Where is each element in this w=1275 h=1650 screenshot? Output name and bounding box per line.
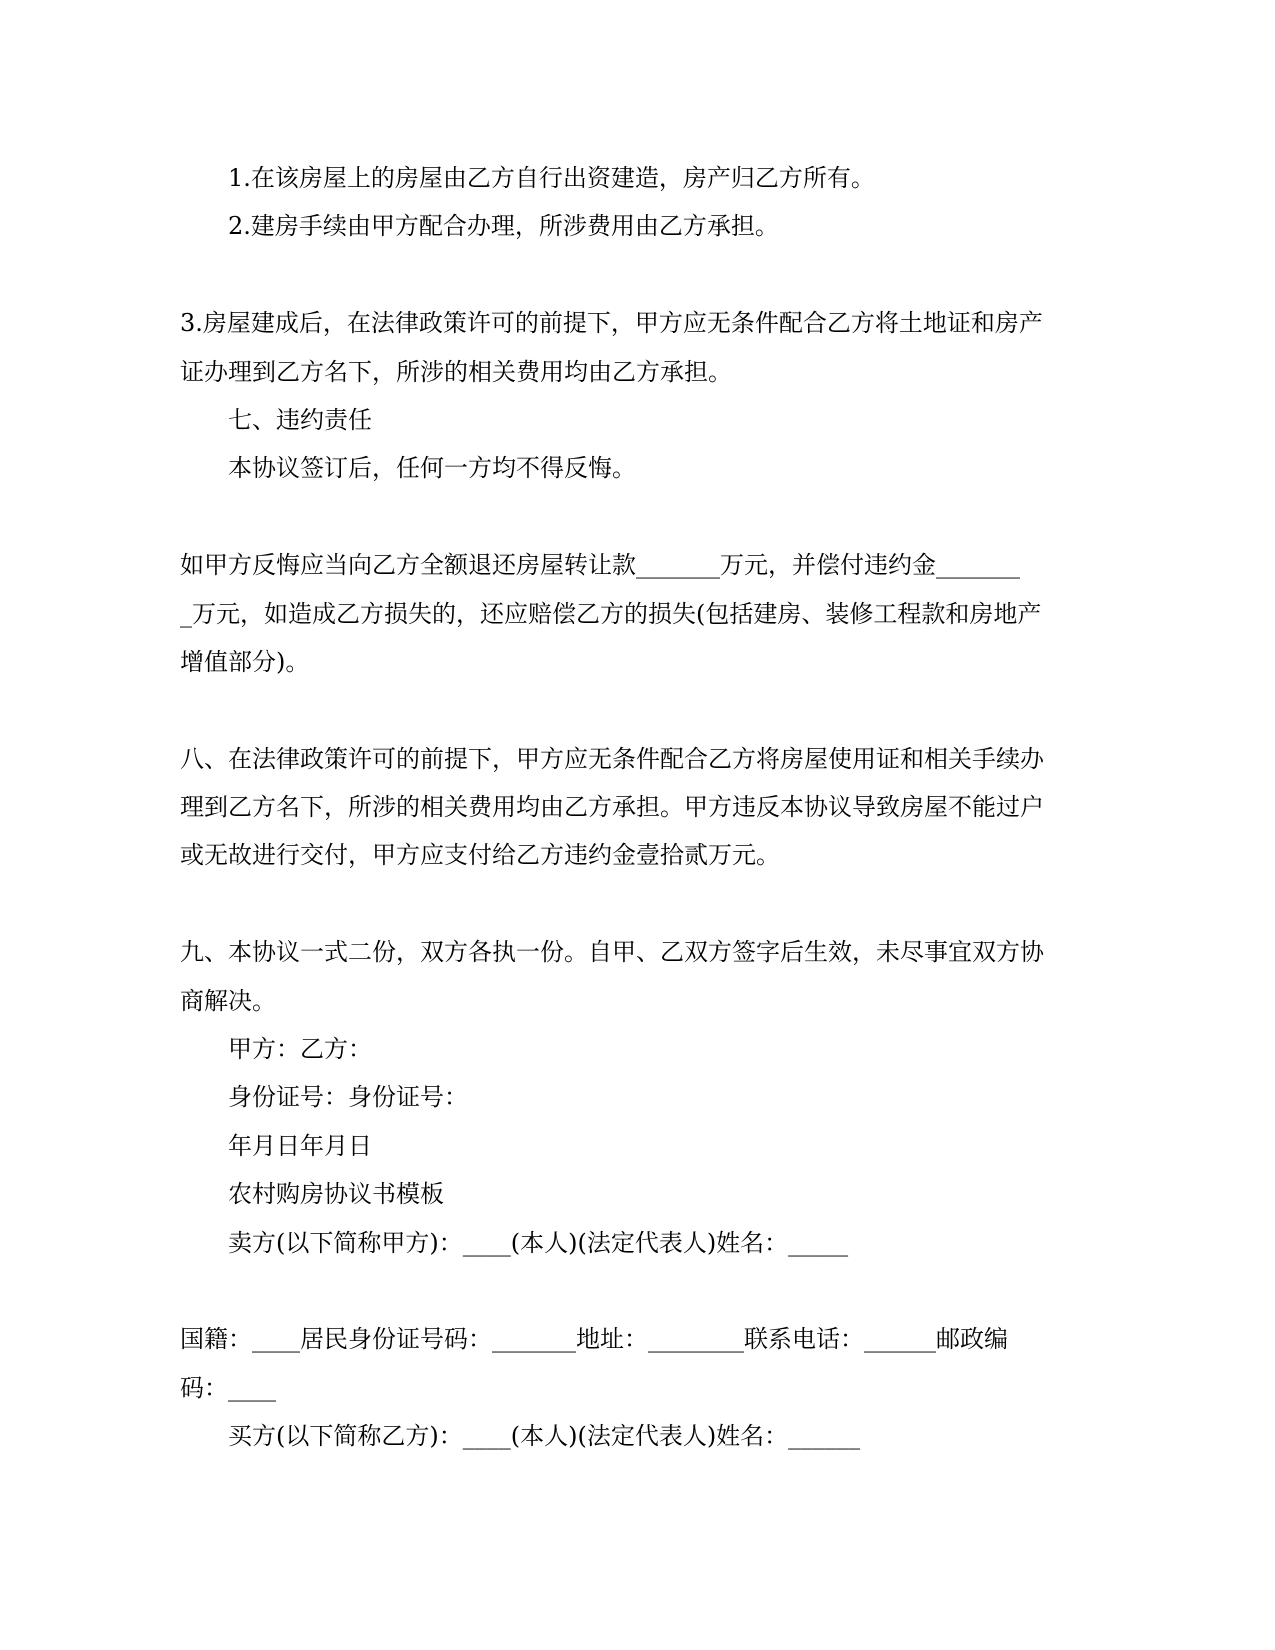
paragraph-line: 国籍：____居民身份证号码：_______地址：________联系电话：______邮政编: [180, 1325, 1008, 1354]
construction-item-2: 2.建房手续由甲方配合办理，所涉费用由乙方承担。: [228, 212, 779, 241]
construction-item-3: [180, 299, 1275, 396]
clause-9-paragraph: [180, 928, 1275, 1025]
breach-heading: 七、违约责任: [228, 405, 372, 434]
paragraph-line: 八、在法律政策许可的前提下，甲方应无条件配合乙方将房屋使用证和相关手续办: [180, 744, 1044, 773]
paragraph-line: 或无故进行交付，甲方应支付给乙方违约金壹拾贰万元。: [180, 841, 780, 870]
signature-parties: 甲方：乙方：: [228, 1035, 372, 1064]
template-buyer: 买方(以下简称乙方)：____(本人)(法定代表人)姓名：______: [228, 1422, 861, 1451]
paragraph-line: 增值部分)。: [180, 647, 310, 676]
breach-refund-paragraph: [180, 541, 1275, 686]
paragraph-line: _万元，如造成乙方损失的，还应赔偿乙方的损失(包括建房、装修工程款和房地产: [180, 599, 1042, 628]
template-title: 农村购房协议书模板: [228, 1180, 444, 1209]
construction-item-1: 1.在该房屋上的房屋由乙方自行出资建造，房产归乙方所有。: [228, 164, 875, 192]
paragraph-line: 理到乙方名下，所涉的相关费用均由乙方承担。甲方违反本协议导致房屋不能过户: [180, 793, 1044, 822]
clause-8-paragraph: [180, 735, 1275, 880]
paragraph-line: 商解决。: [180, 986, 276, 1015]
template-seller: 卖方(以下简称甲方)：____(本人)(法定代表人)姓名：_____: [228, 1228, 849, 1257]
paragraph-line: 如甲方反悔应当向乙方全额退还房屋转让款_______万元，并偿付违约金_______: [180, 551, 1020, 580]
signature-id-numbers: 身份证号：身份证号：: [228, 1083, 468, 1112]
paragraph-line: 3.房屋建成后，在法律政策许可的前提下，甲方应无条件配合乙方将土地证和房产: [180, 309, 1043, 338]
paragraph-line: 九、本协议一式二份，双方各执一份。自甲、乙双方签字后生效，未尽事宜双方协: [180, 938, 1044, 967]
paragraph-line: 码：____: [180, 1373, 276, 1402]
paragraph-line: 证办理到乙方名下，所涉的相关费用均由乙方承担。: [180, 357, 732, 386]
signature-dates: 年月日年月日: [228, 1131, 372, 1160]
template-seller-info: [180, 1315, 1275, 1412]
breach-no-regret: 本协议签订后，任何一方均不得反悔。: [228, 454, 636, 483]
